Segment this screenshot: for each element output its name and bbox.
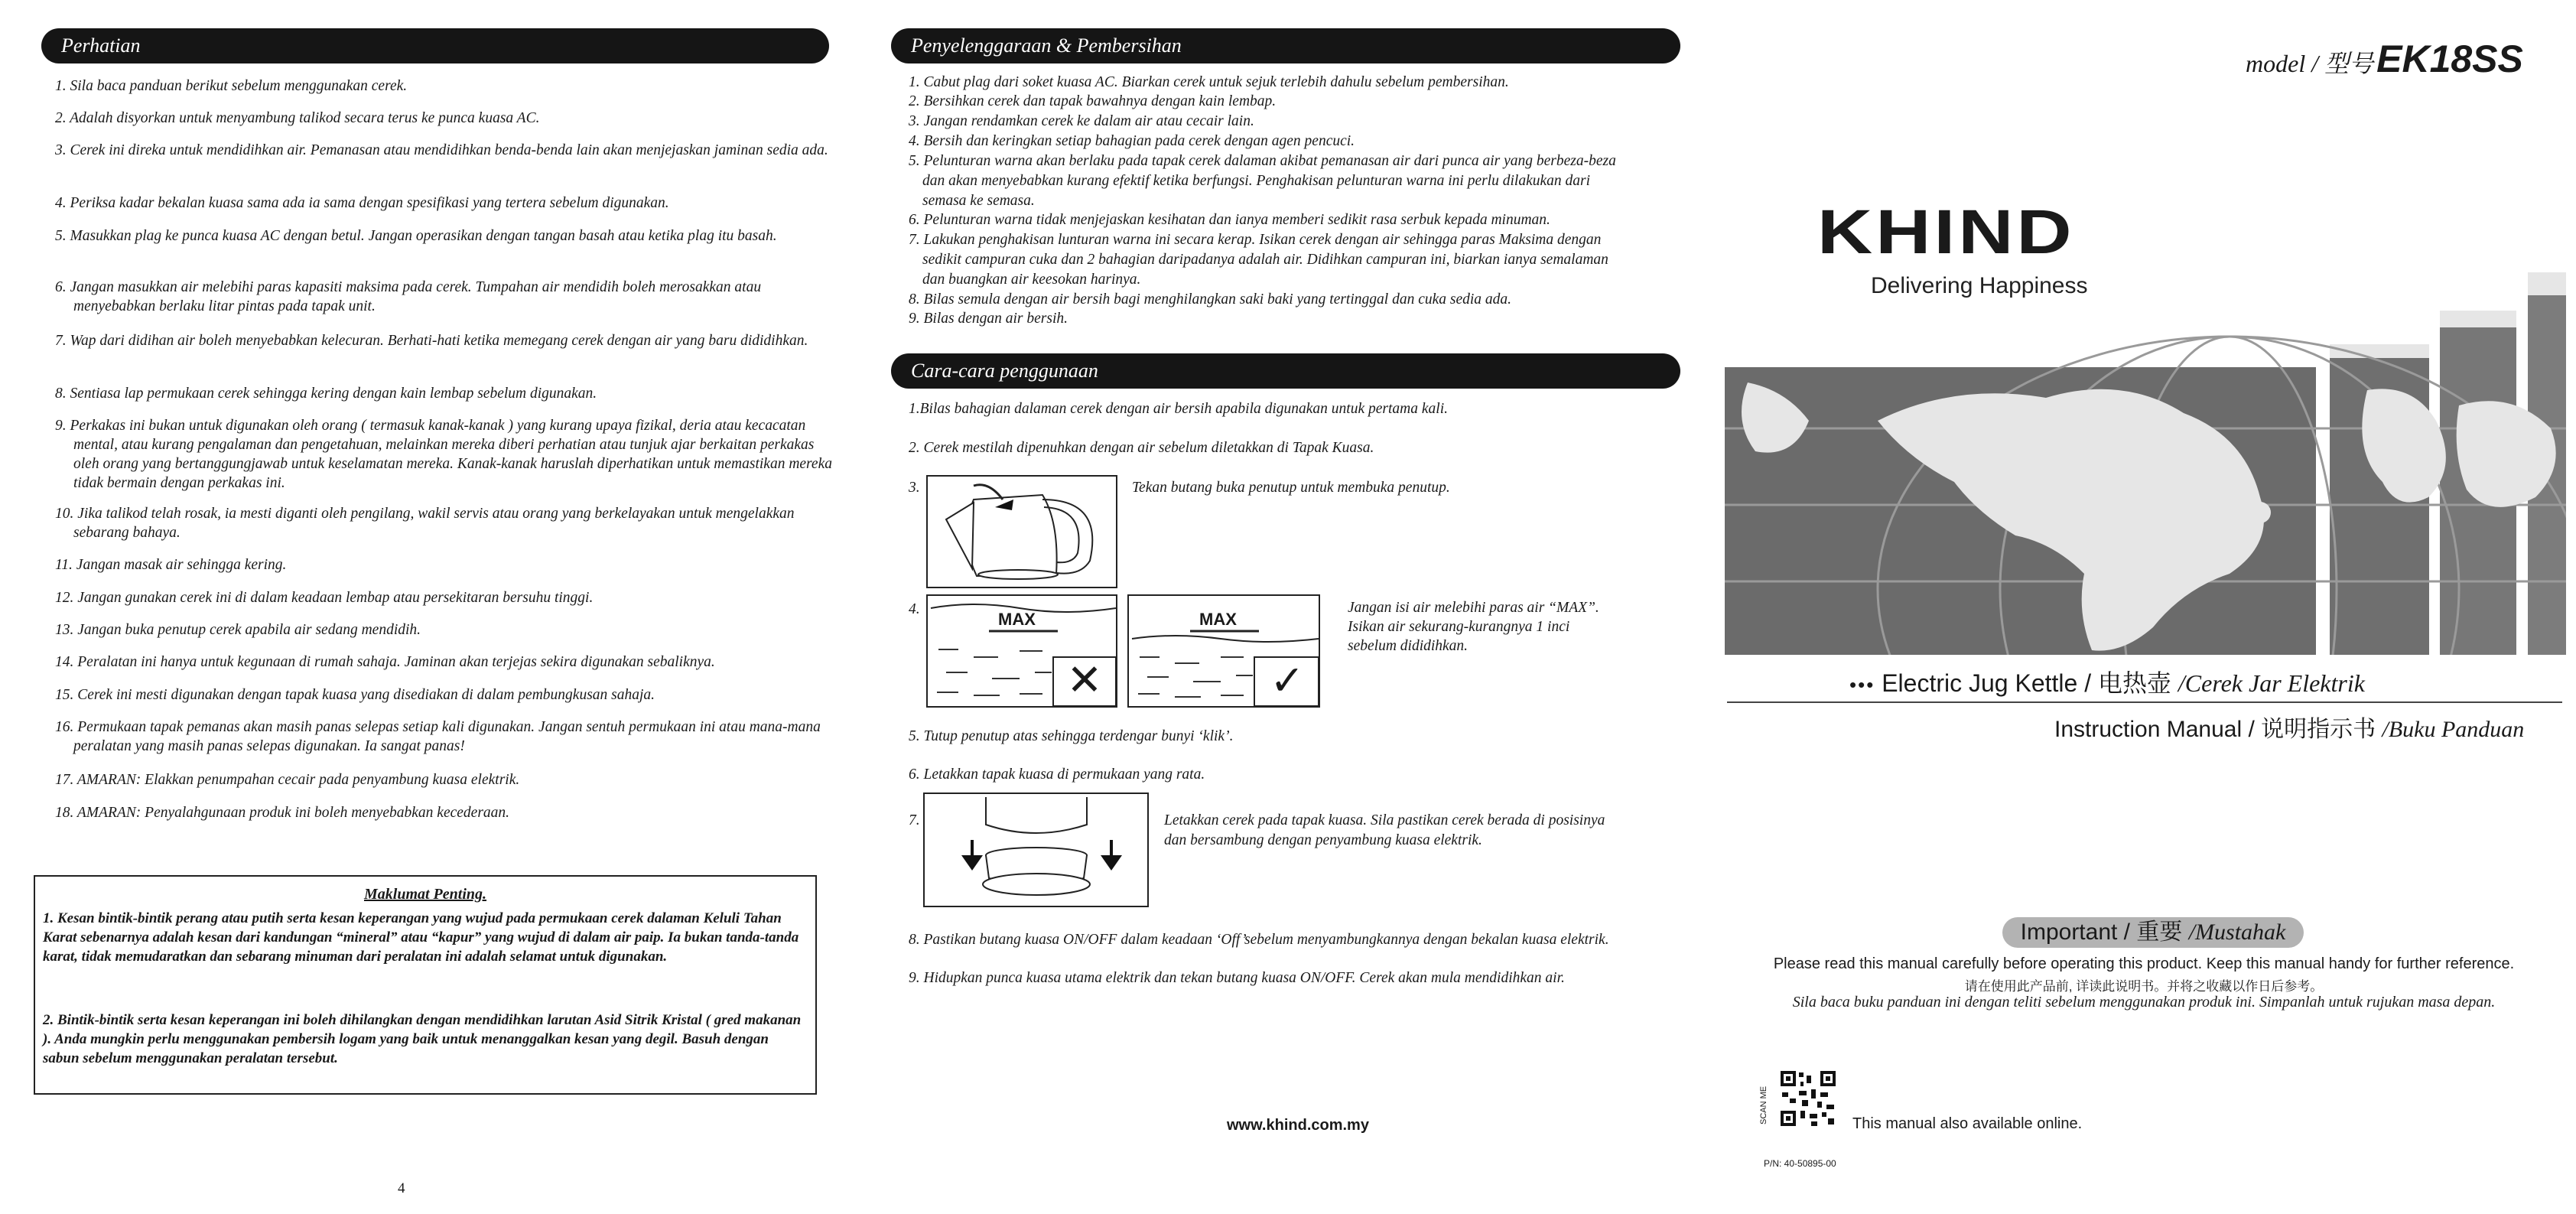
- max-label: MAX: [1199, 610, 1237, 629]
- caution-item: 13. Jangan buka penutup cerek apabila air sedang mendidih.: [55, 622, 421, 638]
- model-prefix: model / 型号: [2246, 50, 2374, 77]
- caution-item: 2. Adalah disyorkan untuk menyambung talikod secara terus ke punca kuasa AC.: [55, 110, 540, 126]
- website-url[interactable]: www.khind.com.my: [1227, 1117, 1369, 1134]
- caution-item: 9. Perkakas ini bukan untuk digunakan oleh orang ( termasuk kanak-kanak ) yang kurang upaya fizikal, deria atau kecacatan mental, atau kurang pengalaman dan pengetahuan, melainkan mereka diberi perhatian atau tunjuk ajar berkaitan perkakas oleh orang yang bertanggungjawab untuk keselamatan mereka. Kanak-kanak haruslah diperhatikan untuk memastikan mereka tidak bermain dengan perkakas ini.: [55, 418, 832, 491]
- usage-step: 9. Hidupkan punca kuasa utama elektrik dan tekan butang kuasa ON/OFF. Cerek akan mula mendidihkan air.: [909, 970, 1565, 986]
- maintenance-line: semasa ke semasa.: [922, 193, 1035, 209]
- important-pill: [2002, 917, 2304, 948]
- usage-step: 2. Cerek mestilah dipenuhkan dengan air sebelum diletakkan di Tapak Kuasa.: [909, 440, 1374, 456]
- important-note-my: Sila baca buku panduan ini dengan teliti sebelum menggunakan produk ini. Simpanlah untuk rujukan masa depan.: [1792, 994, 2496, 1011]
- bullet-dots-icon: •••: [1849, 673, 1875, 696]
- section-header-perhatian: Perhatian: [41, 28, 829, 63]
- notice-item: 2. Bintik-bintik serta kesan keperangan ini boleh dihilangkan dengan mendidihkan larutan Asid Sitrik Kristal ( gred makanan ). Anda mungkin perlu menggunakan pembersih logam yang baik untuk menanggalkan kesan yang degil. Basuh dengan sabun sebelum menggunakan peralatan tersebut.: [43, 1012, 802, 1066]
- important-note-cn: 请在使用此产品前, 详读此说明书。并将之收藏以作日后参考。: [1964, 979, 2324, 994]
- usage-step-number: 7.: [909, 812, 920, 828]
- max-level-correct-illustration: [1127, 594, 1320, 708]
- caution-item: 3. Cerek ini direka untuk mendidihkan air. Pemanasan atau mendidihkan benda-benda lain akan menjejaskan jaminan sedia ada.: [55, 142, 828, 158]
- caution-item: 7. Wap dari didihan air boleh menyebabkan kelecuran. Berhati-hati ketika memegang cerek dengan air yang baru dididihkan.: [55, 333, 808, 349]
- product-title: [1849, 664, 2365, 699]
- usage-step: 6. Letakkan tapak kuasa di permukaan yang rata.: [909, 766, 1205, 783]
- usage-step: Letakkan cerek pada tapak kuasa. Sila pastikan cerek berada di posisinya: [1164, 812, 1605, 828]
- max-label: MAX: [998, 610, 1036, 629]
- caution-item: 15. Cerek ini mesti digunakan dengan tapak kuasa yang disediakan di dalam pembungkusan sahaja.: [55, 687, 655, 703]
- caution-item: 4. Periksa kadar bekalan kuasa sama ada ia sama dengan spesifikasi yang tertera sebelum digunakan.: [55, 195, 669, 211]
- important-cn: 重要: [2136, 919, 2183, 945]
- product-name-my: /Cerek Jar Elektrik: [2178, 669, 2365, 697]
- usage-step: 8. Pastikan butang kuasa ON/OFF dalam keadaan ‘Off’sebelum menyambungkannya dengan bekalan kuasa elektrik.: [909, 932, 1609, 948]
- qr-code-icon[interactable]: [1781, 1071, 1836, 1126]
- notice-item: 1. Kesan bintik-bintik perang atau putih serta kesan keperangan yang wujud pada permukaan cerek dalaman Keluli Tahan Karat sebenarnya adalah kesan dari kandungan “mineral” atau “kapur” yang wujud di dalam air paip. Ia bukan tanda-tanda karat, tidak memudaratkan dan sebarang minuman dari peralatan ini adalah selamat untuk digunakan.: [43, 910, 799, 965]
- notice-title: Maklumat Penting.: [363, 886, 487, 903]
- open-lid-illustration: [926, 475, 1117, 588]
- section-header-usage: Cara-cara penggunaan: [891, 353, 1680, 389]
- model-number: EK18SS: [2376, 37, 2523, 80]
- brand-logo: KHIND: [1817, 197, 2075, 267]
- caution-item: 14. Peralatan ini hanya untuk kegunaan di rumah sahaja. Jaminan akan terjejas sekira digunakan sebaliknya.: [55, 654, 715, 670]
- maintenance-line: 6. Pelunturan warna tidak menjejaskan kesihatan dan ianya memberi sedikit rasa serbuk kepada minuman.: [909, 212, 1550, 228]
- caution-item: 11. Jangan masak air sehingga kering.: [55, 557, 287, 573]
- usage-step: dan bersambung dengan penyambung kuasa elektrik.: [1164, 832, 1482, 848]
- usage-step: 1.Bilas bahagian dalaman cerek dengan air bersih apabila digunakan untuk pertama kali.: [909, 401, 1448, 417]
- model-label: [2246, 37, 2523, 81]
- usage-step-number: 4.: [909, 601, 920, 617]
- product-name-en: Electric Jug Kettle /: [1882, 669, 2092, 697]
- maintenance-line: dan akan menyebabkan kurang efektif ketika berfungsi. Penghakisan pelunturan warna ini perlu dilakukan dari: [922, 173, 1591, 189]
- maintenance-line: 4. Bersih dan keringkan setiap bahagian pada cerek dengan agen pencuci.: [909, 133, 1355, 149]
- maintenance-line: 8. Bilas semula dengan air bersih bagi menghilangkan saki baki yang tertinggal dan cuka sedia ada.: [909, 291, 1512, 308]
- manual-title-en: Instruction Manual /: [2054, 717, 2255, 742]
- caution-item: 12. Jangan gunakan cerek ini di dalam keadaan lembap atau persekitaran bersuhu tinggi.: [55, 590, 594, 606]
- caution-item: 1. Sila baca panduan berikut sebelum menggunakan cerek.: [55, 78, 408, 94]
- part-number: P/N: 40-50895-00: [1764, 1158, 1836, 1169]
- maintenance-line: 2. Bersihkan cerek dan tapak bawahnya dengan kain lembap.: [909, 93, 1277, 109]
- important-notice-box: [34, 875, 817, 1095]
- maintenance-line: sedikit campuran cuka dan 2 bahagian daripadanya adalah air. Didihkan campuran ini, biarkan ianya semalaman: [922, 252, 1608, 268]
- caution-item: 16. Permukaan tapak pemanas akan masih panas selepas setiap kali digunakan. Jangan sentuh permukaan ini atau mana-mana peralatan yang masih panas selepas digunakan. Ia sangat panas!: [55, 719, 821, 754]
- usage-step: sebelum dididihkan.: [1348, 638, 1469, 654]
- important-en: Important /: [2020, 919, 2131, 945]
- usage-step: 5. Tutup penutup atas sehingga terdengar bunyi ‘klik’.: [909, 728, 1234, 744]
- online-note: This manual also available online.: [1852, 1115, 2083, 1132]
- globe-graphic: [1725, 268, 2566, 655]
- usage-step: Isikan air sekurang-kurangnya 1 inci: [1348, 619, 1570, 635]
- maintenance-line: 3. Jangan rendamkan cerek ke dalam air atau cecair lain.: [909, 113, 1254, 129]
- usage-step-number: 3.: [909, 480, 920, 496]
- maintenance-line: dan buangkan air keesokan harinya.: [922, 272, 1141, 288]
- maintenance-line: 7. Lakukan penghakisan lunturan warna ini secara kerap. Isikan cerek dengan air sehingga paras Maksima dengan: [909, 232, 1602, 248]
- caution-item: 18. AMARAN: Penyalahgunaan produk ini boleh menyebabkan kecederaan.: [55, 805, 510, 821]
- caution-item: 5. Masukkan plag ke punca kuasa AC dengan betul. Jangan operasikan dengan tangan basah atau ketika plag itu basah.: [55, 228, 777, 244]
- important-my: /Mustahak: [2188, 919, 2286, 945]
- manual-title: [2054, 710, 2524, 744]
- caution-item: 10. Jika talikod telah rosak, ia mesti diganti oleh pengilang, wakil servis atau orang yang berkelayakan untuk mengelakkan sebarang bahaya.: [55, 506, 795, 541]
- page-number: 4: [398, 1180, 405, 1196]
- usage-step: Jangan isi air melebihi paras air “MAX”.: [1348, 600, 1599, 616]
- product-name-cn: 电热壶: [2097, 669, 2171, 697]
- divider-line: [1727, 701, 2562, 703]
- max-level-wrong-illustration: [926, 594, 1117, 708]
- maintenance-line: 9. Bilas dengan air bersih.: [909, 311, 1068, 327]
- cross-icon: ✕: [1066, 657, 1103, 705]
- caution-item: 17. AMARAN: Elakkan penumpahan cecair pada penyambung kuasa elektrik.: [55, 772, 520, 788]
- check-icon: ✓: [1270, 658, 1305, 704]
- section-header-maintenance: Penyelenggaraan & Pembersihan: [891, 28, 1680, 63]
- manual-title-my: /Buku Panduan: [2382, 717, 2525, 742]
- brand-tagline: Delivering Happiness: [1871, 273, 2088, 298]
- usage-step: Tekan butang buka penutup untuk membuka penutup.: [1132, 480, 1450, 496]
- caution-item: 8. Sentiasa lap permukaan cerek sehingga kering dengan kain lembap sebelum digunakan.: [55, 386, 597, 402]
- place-on-base-illustration: [923, 793, 1149, 907]
- scan-me-label: SCAN ME: [1759, 1085, 1768, 1124]
- important-note-en: Please read this manual carefully before operating this product. Keep this manual handy for further reference.: [1773, 955, 2515, 972]
- caution-item: 6. Jangan masukkan air melebihi paras kapasiti maksima pada cerek. Tumpahan air mendidih boleh merosakkan atau menyebabkan berlaku litar pintas pada tapak unit.: [55, 279, 762, 314]
- maintenance-line: 1. Cabut plag dari soket kuasa AC. Biarkan cerek untuk sejuk terlebih dahulu sebelum pembersihan.: [909, 74, 1509, 90]
- manual-title-cn: 说明指示书: [2261, 717, 2376, 742]
- maintenance-line: 5. Pelunturan warna akan berlaku pada tapak cerek dalaman akibat pemanasan air dari punca air yang berbeza-beza: [909, 153, 1616, 169]
